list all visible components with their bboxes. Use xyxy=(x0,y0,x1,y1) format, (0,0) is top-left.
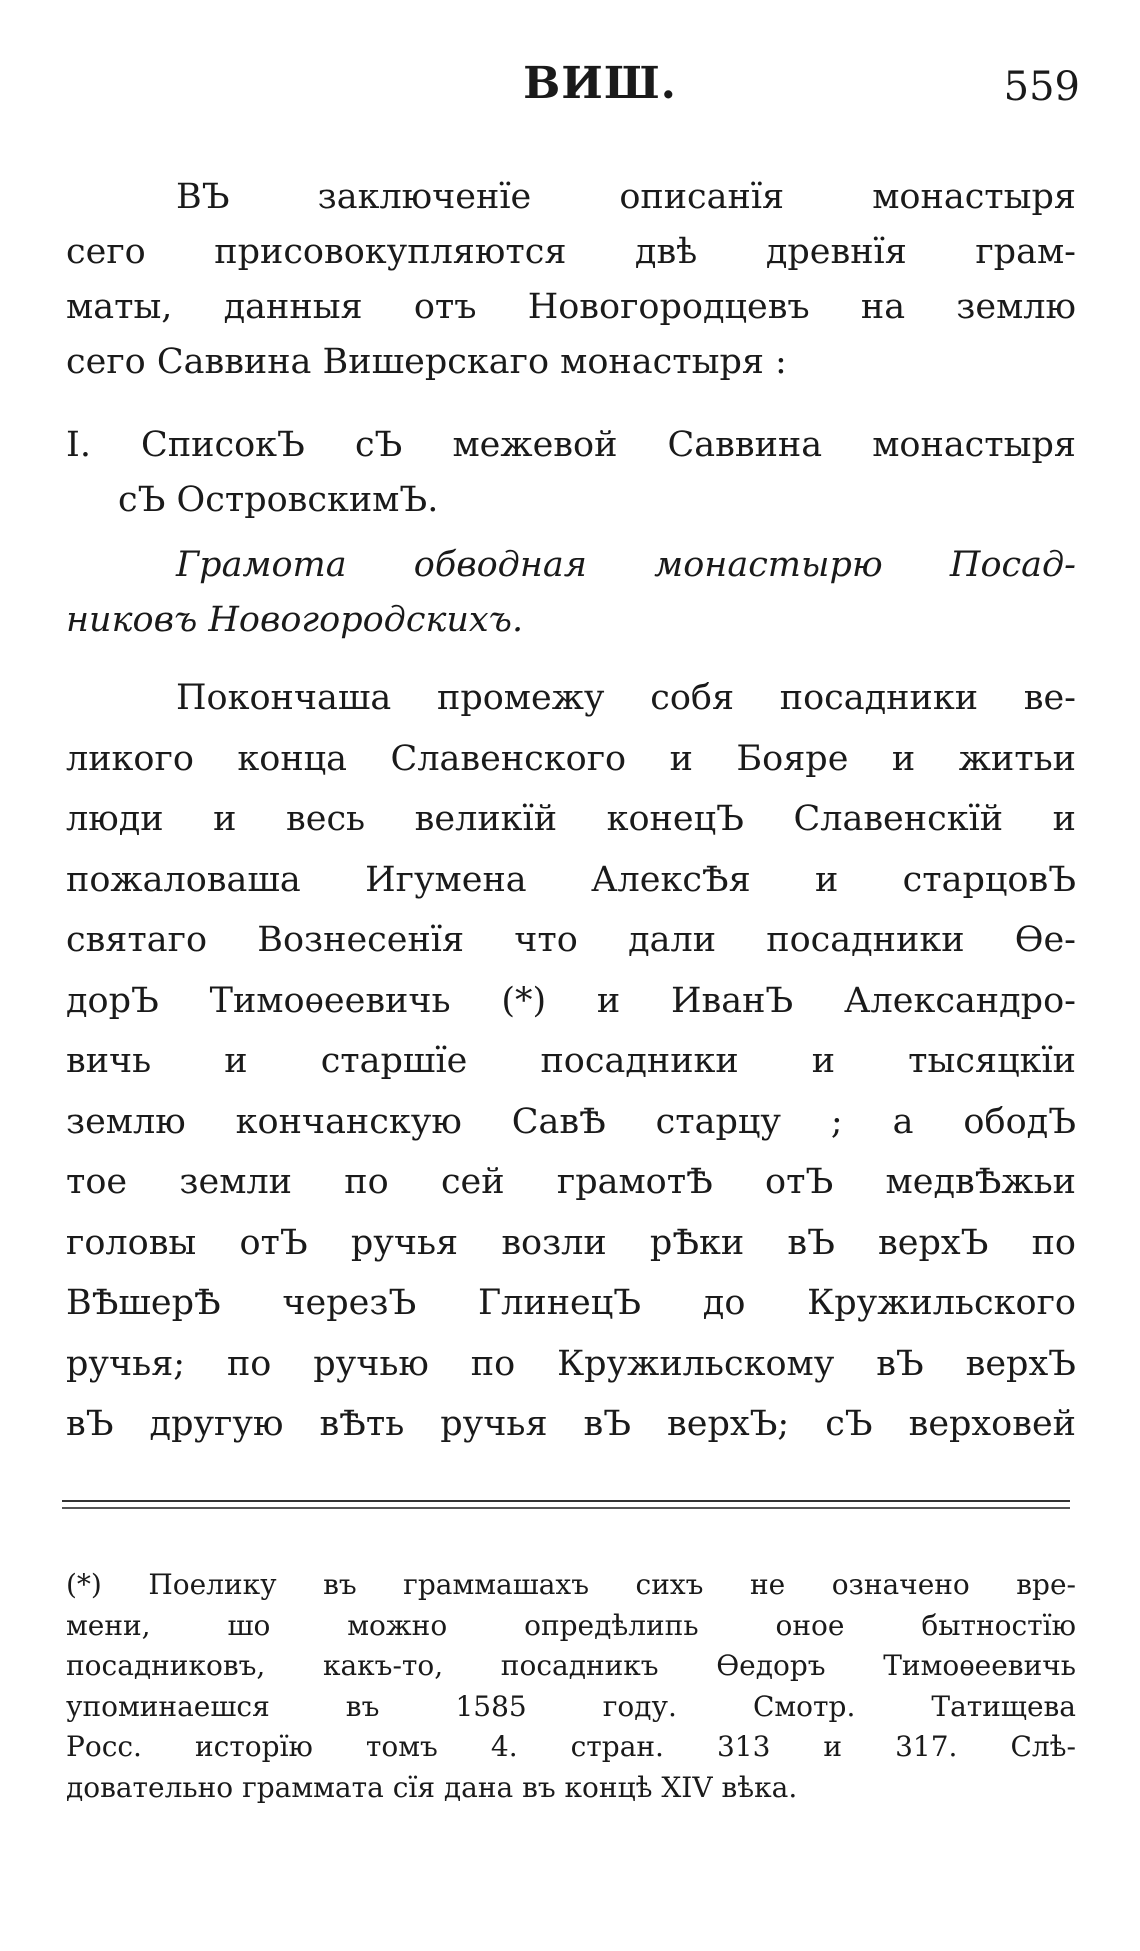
body-line: ручья; по ручью по Кружильскому вЪ верхЪ xyxy=(66,1343,1076,1384)
intro-paragraph xyxy=(66,170,1076,390)
running-head: ВИШ. xyxy=(523,58,677,109)
intro-line: ВЪ заключенїе описанїя монастыря xyxy=(176,177,1076,217)
body-line: дорЪ Тимоѳеевичь (*) и ИванЪ Александро- xyxy=(66,980,1076,1021)
body-line: ликого конца Славенского и Бояре и житьи xyxy=(66,738,1076,779)
body-line: землю кончанскую СавѢ старцу ; а ободЪ xyxy=(66,1101,1076,1142)
body-line: люди и весь великїй конецЪ Славенскїй и xyxy=(66,799,1076,839)
footnote-separator-rule xyxy=(62,1500,1070,1509)
footnote-line: посадниковъ, какъ-то, посадникъ Ѳедоръ Тимоѳеевичь xyxy=(66,1649,1076,1682)
footnote-line: Росс. исторїю томъ 4. стран. 313 и 317. Слѣ- xyxy=(66,1730,1076,1763)
footnote-line: мени, шо можно опредѣлипь оное бытностїю xyxy=(66,1608,1076,1642)
intro-line: маты, данныя отъ Новогородцевъ на землю xyxy=(66,287,1076,327)
subheading-line: Грамота обводная монастырю Посад- xyxy=(176,545,1076,585)
intro-line: сего Саввина Вишерскаго монастыря : xyxy=(66,342,787,382)
body-line: ВѢшерѢ черезЪ ГлинецЪ до Кружильского xyxy=(66,1283,1076,1323)
body-line: тое земли по сей грамотѢ отЪ медвѢжьи xyxy=(66,1162,1076,1202)
section-heading xyxy=(66,418,1076,528)
intro-line: сего присовокупляются двѣ древнїя грам- xyxy=(66,232,1076,272)
footnote-line: (*) Поелику въ граммашахъ сихъ не означено вре- xyxy=(66,1568,1076,1601)
body-line: пожаловаша Игумена АлексѢя и старцовЪ xyxy=(66,859,1076,900)
charter-text-paragraph xyxy=(66,668,1076,1455)
section-heading-line: I. СписокЪ сЪ межевой Саввина монастыря xyxy=(66,425,1076,465)
body-line: Покончаша промежу собя посадники ве- xyxy=(176,678,1076,718)
body-line: вичь и старшїе посадники и тысяцкїи xyxy=(66,1041,1076,1081)
document-subheading xyxy=(66,538,1076,648)
subheading-line: никовъ Новогородскихъ. xyxy=(66,600,524,640)
section-heading-line: сЪ ОстровскимЪ. xyxy=(118,480,439,520)
page-number: 559 xyxy=(1003,64,1080,110)
body-line: вЪ другую вѢть ручья вЪ верхЪ; сЪ верховей xyxy=(66,1404,1076,1444)
footnote-line: упоминаешся въ 1585 году. Смотр. Татищева xyxy=(66,1689,1076,1723)
body-line: святаго Вознесенїя что дали посадники Ѳе- xyxy=(66,920,1076,960)
footnote-line: довательно граммата сїя дана въ концѣ XIV вѣка. xyxy=(66,1770,798,1804)
footnote xyxy=(66,1565,1076,1808)
body-line: головы отЪ ручья возли рѢки вЪ верхЪ по xyxy=(66,1222,1076,1263)
